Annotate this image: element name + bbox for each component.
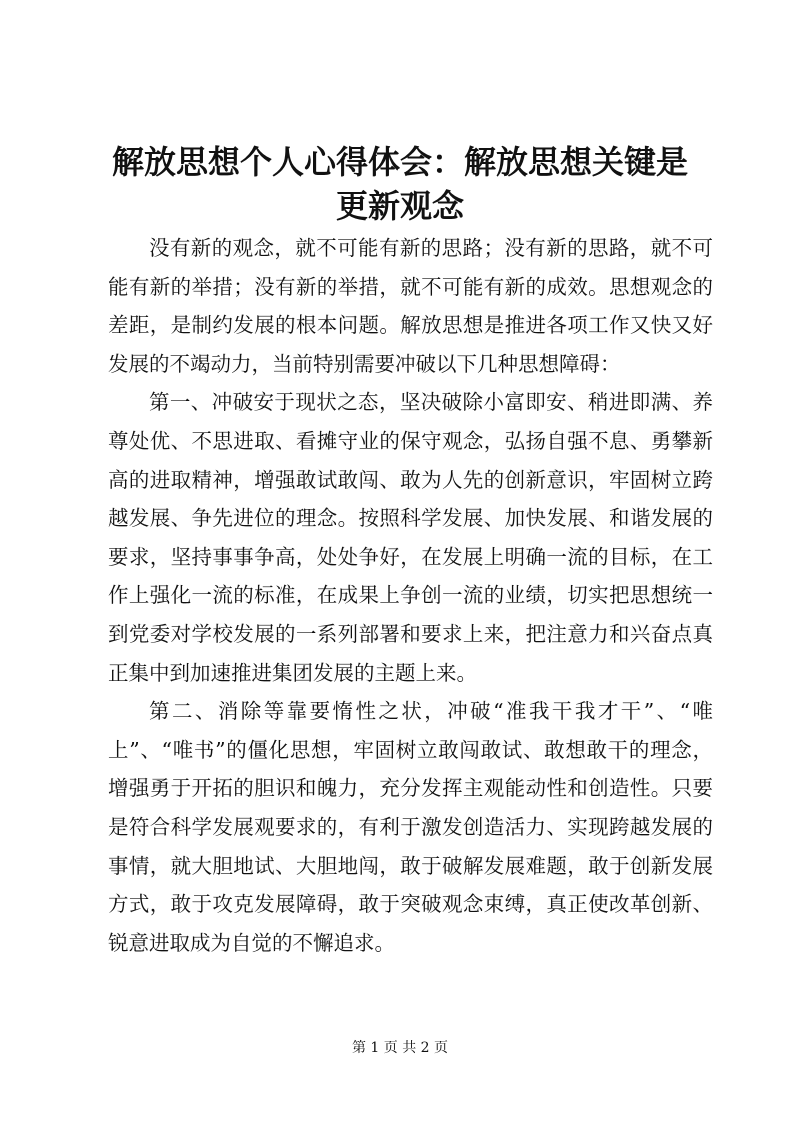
paragraph-first-point: 第一、冲破安于现状之态，坚决破除小富即安、稍进即满、养尊处优、不思进取、看摊守业的保守观念，弘扬自强不息、勇攀新高的进取精神，增强敢试敢闯、敢为人先的创新意识，牢固树立跨越发展、争先进位的理念。按照科学发展、加快发展、和谐发展的要求，坚持事事争高，处处争好，在发展上明确一流的目标，在工作上强化一流的标准，在成果上争创一流的业绩，切实把思想统一到党委对学校发展的一系列部署和要求上来，把注意力和兴奋点真正集中到加速推进集团发展的主题上来。 xyxy=(108,390,713,685)
page-title: 解放思想个人心得体会：解放思想关键是更新观念 xyxy=(111,143,688,225)
document-body xyxy=(108,229,713,962)
paragraph-second-point: 第二、消除等靠要惰性之状，冲破“准我干我才干”、“唯上”、“唯书”的僵化思想，牢固树立敢闯敢试、敢想敢干的理念，增强勇于开拓的胆识和魄力，充分发挥主观能动性和创造性。只要是符合科学发展观要求的，有利于激发创造活力、实现跨越发展的事情，就大胆地试、大胆地闯，敢于破解发展难题，敢于创新发展方式，敢于攻克发展障碍，敢于突破观念束缚，真正使改革创新、锐意进取成为自觉的不懈追求。 xyxy=(108,699,713,955)
page-footer: 第 1 页 共 2 页 xyxy=(351,1040,449,1056)
paragraph-intro: 没有新的观念，就不可能有新的思路；没有新的思路，就不可能有新的举措；没有新的举措，就不可能有新的成效。思想观念的差距，是制约发展的根本问题。解放思想是推进各项工作又快又好发展的不竭动力，当前特别需要冲破以下几种思想障碍： xyxy=(108,236,713,376)
